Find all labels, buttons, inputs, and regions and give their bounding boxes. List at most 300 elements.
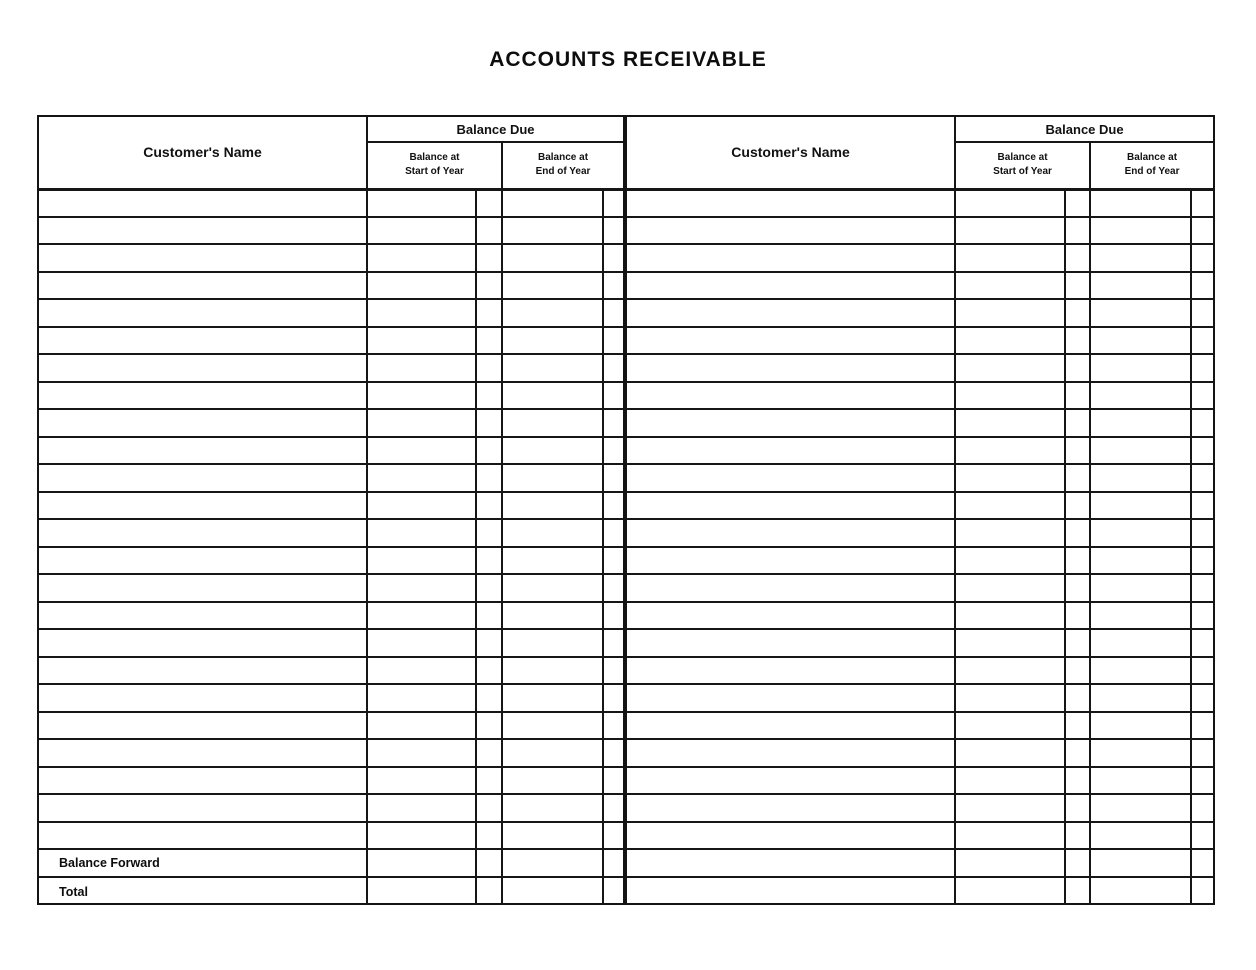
start-cents-cell (1065, 272, 1090, 300)
ledger-row (39, 794, 623, 822)
ledger-row (39, 712, 623, 740)
end-cents-cell (1191, 354, 1213, 382)
end-cents-cell (1191, 492, 1213, 520)
ledger-row (627, 767, 1213, 795)
ledger-row (39, 547, 623, 575)
end-dollars-cell (502, 382, 603, 410)
end-cents-cell (1191, 822, 1213, 850)
customer-name-cell (627, 272, 955, 300)
start-dollars-cell (955, 877, 1065, 905)
end-cents-cell (1191, 244, 1213, 272)
start-dollars-cell (955, 739, 1065, 767)
start-dollars-cell (955, 464, 1065, 492)
customer-name-cell (39, 684, 367, 712)
start-cents-cell (476, 877, 502, 905)
start-cents-cell (1065, 327, 1090, 355)
start-dollars-cell (367, 684, 476, 712)
end-dollars-cell (1090, 217, 1191, 245)
end-dollars-cell (502, 244, 603, 272)
start-cents-cell (1065, 684, 1090, 712)
start-cents-cell (476, 299, 502, 327)
customer-name-cell (39, 382, 367, 410)
right-body (627, 189, 1213, 849)
start-cents-cell (476, 492, 502, 520)
start-cents-cell (1065, 244, 1090, 272)
end-cents-cell (603, 464, 623, 492)
customer-name-cell (627, 794, 955, 822)
end-cents-cell (603, 684, 623, 712)
end-dollars-cell (1090, 464, 1191, 492)
balance-start-of-year-header (955, 142, 1090, 189)
start-cents-cell (1065, 217, 1090, 245)
customer-name-cell (39, 602, 367, 630)
customer-name-cell (39, 767, 367, 795)
ledger-row (627, 739, 1213, 767)
balance-at-label: Balance at (997, 151, 1048, 163)
start-dollars-cell (367, 739, 476, 767)
start-dollars-cell (955, 492, 1065, 520)
customer-name-cell (627, 519, 955, 547)
total-row (627, 877, 1213, 905)
ledger-row (39, 739, 623, 767)
end-cents-cell (1191, 327, 1213, 355)
start-cents-cell (1065, 547, 1090, 575)
start-dollars-cell (955, 849, 1065, 877)
end-dollars-cell (1090, 492, 1191, 520)
start-dollars-cell (955, 684, 1065, 712)
start-dollars-cell (955, 272, 1065, 300)
balance-at-label: Balance at (538, 151, 589, 163)
end-cents-cell (603, 574, 623, 602)
ledger-row (39, 382, 623, 410)
end-cents-cell (603, 437, 623, 465)
ledger-row (627, 409, 1213, 437)
start-cents-cell (476, 574, 502, 602)
customer-name-cell (39, 409, 367, 437)
start-dollars-cell (955, 437, 1065, 465)
customer-name-cell (627, 547, 955, 575)
start-cents-cell (476, 739, 502, 767)
ledger-row (627, 464, 1213, 492)
start-cents-cell (476, 382, 502, 410)
end-dollars-cell (502, 629, 603, 657)
end-cents-cell (603, 767, 623, 795)
start-dollars-cell (367, 437, 476, 465)
balance-end-of-year-header (502, 142, 623, 189)
start-dollars-cell (955, 244, 1065, 272)
left-body (39, 189, 623, 849)
ledger-row (627, 437, 1213, 465)
start-cents-cell (476, 409, 502, 437)
customer-name-cell (39, 244, 367, 272)
start-cents-cell (1065, 189, 1090, 217)
start-cents-cell (1065, 602, 1090, 630)
start-dollars-cell (955, 767, 1065, 795)
end-cents-cell (603, 272, 623, 300)
end-cents-cell (603, 382, 623, 410)
ledger-row (39, 519, 623, 547)
ledger-row (627, 794, 1213, 822)
end-cents-cell (603, 712, 623, 740)
customer-name-cell (39, 492, 367, 520)
customer-name-cell (39, 299, 367, 327)
end-dollars-cell (1090, 189, 1191, 217)
end-cents-cell (1191, 382, 1213, 410)
end-dollars-cell (1090, 684, 1191, 712)
end-dollars-cell (502, 217, 603, 245)
start-cents-cell (476, 629, 502, 657)
end-dollars-cell (502, 767, 603, 795)
start-dollars-cell (367, 189, 476, 217)
end-cents-cell (603, 794, 623, 822)
end-cents-cell (603, 299, 623, 327)
start-dollars-cell (955, 574, 1065, 602)
end-dollars-cell (502, 464, 603, 492)
end-dollars-cell (1090, 822, 1191, 850)
start-dollars-cell (367, 849, 476, 877)
start-dollars-cell (955, 822, 1065, 850)
total-label: Total (39, 877, 367, 905)
right-header (627, 117, 1213, 189)
start-cents-cell (476, 712, 502, 740)
customer-name-cell (627, 382, 955, 410)
start-cents-cell (476, 657, 502, 685)
start-dollars-cell (955, 712, 1065, 740)
start-dollars-cell (367, 519, 476, 547)
start-cents-cell (1065, 877, 1090, 905)
start-dollars-cell (955, 547, 1065, 575)
end-dollars-cell (1090, 849, 1191, 877)
ledger-row (627, 189, 1213, 217)
start-cents-cell (1065, 849, 1090, 877)
end-dollars-cell (1090, 299, 1191, 327)
end-dollars-cell (1090, 602, 1191, 630)
customer-name-cell (627, 217, 955, 245)
customer-name-cell (627, 822, 955, 850)
customer-name-cell (627, 464, 955, 492)
end-dollars-cell (1090, 272, 1191, 300)
start-dollars-cell (367, 547, 476, 575)
end-dollars-cell (502, 877, 603, 905)
balance-forward-row (39, 849, 623, 877)
ledger-row (39, 327, 623, 355)
end-dollars-cell (1090, 354, 1191, 382)
end-cents-cell (603, 602, 623, 630)
ledger-row (39, 437, 623, 465)
end-dollars-cell (502, 409, 603, 437)
ledger-row (627, 547, 1213, 575)
balance-due-header: Balance Due (367, 117, 623, 142)
end-dollars-cell (502, 492, 603, 520)
customer-name-cell (39, 354, 367, 382)
ledger-row (39, 822, 623, 850)
start-dollars-cell (367, 822, 476, 850)
end-cents-cell (1191, 739, 1213, 767)
end-of-year-label: End of Year (1124, 166, 1180, 178)
start-cents-cell (1065, 767, 1090, 795)
customer-name-cell (627, 409, 955, 437)
end-dollars-cell (1090, 409, 1191, 437)
balance-forward-label: Balance Forward (39, 849, 367, 877)
end-cents-cell (1191, 684, 1213, 712)
customer-name-cell (627, 739, 955, 767)
start-dollars-cell (367, 354, 476, 382)
customer-name-cell (39, 189, 367, 217)
start-cents-cell (1065, 629, 1090, 657)
customer-name-cell (39, 629, 367, 657)
start-cents-cell (476, 794, 502, 822)
ledger-row (39, 244, 623, 272)
end-dollars-cell (502, 684, 603, 712)
customer-name-cell (39, 794, 367, 822)
start-dollars-cell (367, 767, 476, 795)
end-dollars-cell (1090, 437, 1191, 465)
end-dollars-cell (502, 272, 603, 300)
start-cents-cell (476, 684, 502, 712)
start-dollars-cell (367, 657, 476, 685)
end-cents-cell (1191, 767, 1213, 795)
customer-name-cell (39, 739, 367, 767)
start-cents-cell (1065, 574, 1090, 602)
end-cents-cell (603, 409, 623, 437)
ledger-row (39, 217, 623, 245)
start-dollars-cell (955, 299, 1065, 327)
ledger-table (37, 115, 1215, 905)
end-cents-cell (1191, 217, 1213, 245)
start-dollars-cell (955, 602, 1065, 630)
end-cents-cell (1191, 272, 1213, 300)
ledger-row (39, 299, 623, 327)
end-dollars-cell (502, 794, 603, 822)
start-cents-cell (476, 464, 502, 492)
ledger-row (627, 299, 1213, 327)
end-dollars-cell (1090, 657, 1191, 685)
start-dollars-cell (367, 492, 476, 520)
customer-name-cell (39, 272, 367, 300)
end-dollars-cell (502, 822, 603, 850)
end-cents-cell (1191, 409, 1213, 437)
balance-forward-cell-blank (627, 849, 955, 877)
end-cents-cell (1191, 547, 1213, 575)
end-dollars-cell (1090, 629, 1191, 657)
ledger-row (627, 574, 1213, 602)
ledger-row (39, 767, 623, 795)
end-cents-cell (603, 629, 623, 657)
start-dollars-cell (955, 657, 1065, 685)
end-dollars-cell (1090, 877, 1191, 905)
customer-name-cell (39, 217, 367, 245)
end-cents-cell (603, 217, 623, 245)
end-dollars-cell (502, 519, 603, 547)
total-cell-blank (627, 877, 955, 905)
end-dollars-cell (502, 712, 603, 740)
start-dollars-cell (955, 629, 1065, 657)
start-cents-cell (476, 822, 502, 850)
customers-name-header: Customer's Name (627, 117, 955, 189)
start-cents-cell (476, 244, 502, 272)
customer-name-cell (627, 354, 955, 382)
end-dollars-cell (502, 739, 603, 767)
end-cents-cell (603, 657, 623, 685)
customer-name-cell (627, 767, 955, 795)
end-dollars-cell (1090, 712, 1191, 740)
start-dollars-cell (955, 189, 1065, 217)
start-cents-cell (1065, 382, 1090, 410)
end-cents-cell (1191, 794, 1213, 822)
end-dollars-cell (502, 849, 603, 877)
ledger-row (39, 492, 623, 520)
end-cents-cell (603, 849, 623, 877)
end-dollars-cell (1090, 767, 1191, 795)
end-cents-cell (603, 327, 623, 355)
end-dollars-cell (1090, 382, 1191, 410)
ledger-row (627, 684, 1213, 712)
start-dollars-cell (955, 519, 1065, 547)
end-dollars-cell (502, 657, 603, 685)
start-cents-cell (1065, 794, 1090, 822)
start-dollars-cell (367, 244, 476, 272)
ledger-right-half (627, 117, 1213, 905)
start-dollars-cell (955, 409, 1065, 437)
start-dollars-cell (367, 629, 476, 657)
end-dollars-cell (1090, 794, 1191, 822)
start-dollars-cell (367, 464, 476, 492)
start-cents-cell (476, 602, 502, 630)
end-dollars-cell (502, 602, 603, 630)
end-cents-cell (603, 739, 623, 767)
balance-due-header: Balance Due (955, 117, 1213, 142)
start-cents-cell (1065, 657, 1090, 685)
end-cents-cell (603, 189, 623, 217)
start-cents-cell (1065, 437, 1090, 465)
customers-name-header: Customer's Name (39, 117, 367, 189)
end-dollars-cell (502, 299, 603, 327)
start-cents-cell (1065, 464, 1090, 492)
ledger-row (39, 189, 623, 217)
start-dollars-cell (955, 327, 1065, 355)
start-cents-cell (476, 547, 502, 575)
ledger-row (39, 602, 623, 630)
end-cents-cell (603, 492, 623, 520)
right-footer (627, 849, 1213, 905)
end-dollars-cell (502, 354, 603, 382)
customer-name-cell (39, 437, 367, 465)
start-dollars-cell (955, 794, 1065, 822)
left-header (39, 117, 623, 189)
ledger-row (627, 657, 1213, 685)
end-dollars-cell (502, 327, 603, 355)
customer-name-cell (627, 327, 955, 355)
left-footer (39, 849, 623, 905)
end-dollars-cell (1090, 519, 1191, 547)
end-dollars-cell (502, 574, 603, 602)
start-cents-cell (1065, 299, 1090, 327)
end-dollars-cell (502, 437, 603, 465)
customer-name-cell (39, 712, 367, 740)
end-cents-cell (603, 354, 623, 382)
ledger-row (627, 272, 1213, 300)
end-cents-cell (1191, 877, 1213, 905)
end-cents-cell (603, 519, 623, 547)
start-dollars-cell (367, 327, 476, 355)
end-cents-cell (603, 877, 623, 905)
ledger-row (627, 382, 1213, 410)
start-dollars-cell (367, 574, 476, 602)
ledger-row (39, 629, 623, 657)
start-cents-cell (476, 437, 502, 465)
customer-name-cell (627, 629, 955, 657)
customer-name-cell (39, 657, 367, 685)
start-cents-cell (476, 519, 502, 547)
end-cents-cell (1191, 657, 1213, 685)
ledger-row (39, 464, 623, 492)
start-dollars-cell (955, 382, 1065, 410)
start-cents-cell (476, 354, 502, 382)
ledger-row (627, 822, 1213, 850)
end-cents-cell (1191, 849, 1213, 877)
ledger-row (627, 217, 1213, 245)
end-cents-cell (1191, 629, 1213, 657)
end-cents-cell (1191, 437, 1213, 465)
start-dollars-cell (367, 602, 476, 630)
ledger-left-half (39, 117, 623, 905)
start-dollars-cell (367, 409, 476, 437)
page-title: ACCOUNTS RECEIVABLE (489, 48, 767, 71)
balance-at-label: Balance at (409, 151, 460, 163)
start-cents-cell (476, 189, 502, 217)
ledger-row (627, 492, 1213, 520)
customer-name-cell (627, 574, 955, 602)
customer-name-cell (627, 712, 955, 740)
start-dollars-cell (367, 272, 476, 300)
end-cents-cell (1191, 519, 1213, 547)
start-cents-cell (1065, 354, 1090, 382)
end-cents-cell (1191, 602, 1213, 630)
start-cents-cell (476, 217, 502, 245)
customer-name-cell (627, 299, 955, 327)
customer-name-cell (627, 602, 955, 630)
start-dollars-cell (367, 217, 476, 245)
end-dollars-cell (1090, 574, 1191, 602)
ledger-row (39, 409, 623, 437)
start-of-year-label: Start of Year (405, 166, 464, 178)
start-cents-cell (1065, 739, 1090, 767)
start-dollars-cell (367, 794, 476, 822)
start-dollars-cell (367, 712, 476, 740)
end-cents-cell (1191, 574, 1213, 602)
start-cents-cell (476, 272, 502, 300)
ledger-row (627, 244, 1213, 272)
end-cents-cell (603, 244, 623, 272)
customer-name-cell (627, 684, 955, 712)
ledger-row (627, 354, 1213, 382)
customer-name-cell (39, 574, 367, 602)
start-cents-cell (1065, 492, 1090, 520)
end-cents-cell (603, 822, 623, 850)
end-of-year-label: End of Year (535, 166, 591, 178)
customer-name-cell (39, 519, 367, 547)
start-cents-cell (476, 849, 502, 877)
start-cents-cell (476, 767, 502, 795)
customer-name-cell (39, 547, 367, 575)
end-dollars-cell (502, 189, 603, 217)
start-of-year-label: Start of Year (993, 166, 1052, 178)
balance-start-of-year-header (367, 142, 502, 189)
ledger-row (39, 657, 623, 685)
start-dollars-cell (367, 382, 476, 410)
end-dollars-cell (502, 547, 603, 575)
end-dollars-cell (1090, 739, 1191, 767)
